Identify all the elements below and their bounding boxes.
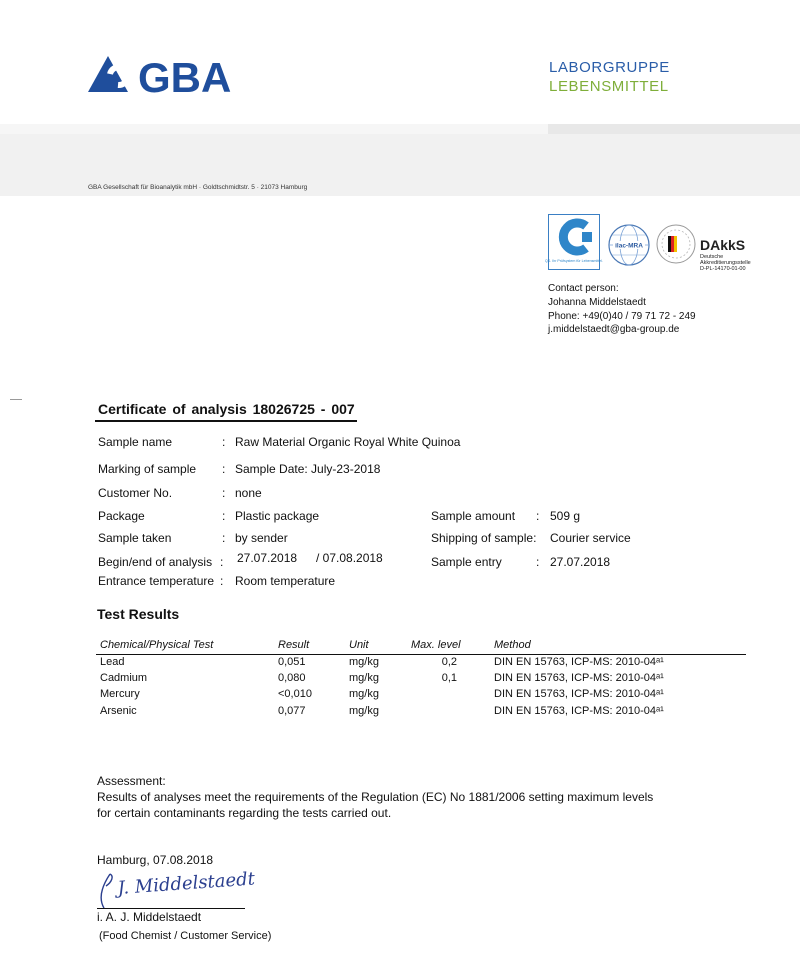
marking-value: Sample Date: July-23-2018 [235, 462, 381, 476]
table-cell-test: Mercury [100, 688, 140, 700]
analysis-end-value: / 07.08.2018 [316, 551, 383, 565]
fold-mark [10, 399, 22, 400]
shipping-label: Shipping of sample: [431, 531, 537, 545]
table-cell-result: <0,010 [278, 688, 312, 700]
table-header-rule [96, 654, 746, 655]
assessment-text-line1: Results of analyses meet the requirements of the Regulation (EC) No 1881/2006 setting maximum levels [97, 790, 654, 804]
colon: : [220, 574, 224, 588]
sample-entry-label: Sample entry [431, 555, 502, 569]
table-cell-method: DIN EN 15763, ICP-MS: 2010-04ᵃ¹ [494, 656, 664, 668]
contact-label: Contact person: [548, 283, 619, 294]
header-band-notch [0, 124, 548, 134]
qs-logo-text: QS. Ihr Prüfsystem für Lebensmittel. [545, 259, 603, 263]
colon: : [536, 509, 540, 523]
colon: : [222, 509, 226, 523]
sample-name-label: Sample name [98, 435, 173, 449]
colon: : [536, 555, 540, 569]
colon: : [222, 462, 226, 476]
col-header-max-level: Max. level [411, 639, 461, 651]
table-cell-result: 0,080 [278, 672, 306, 684]
colon: : [222, 486, 226, 500]
table-cell-max-level: 0,1 [441, 672, 457, 684]
col-header-result: Result [278, 639, 310, 651]
gba-logo [88, 52, 248, 101]
dakks-line3: D-PL-14170-01-00 [700, 266, 746, 272]
sample-amount-value: 509 g [550, 509, 581, 523]
table-cell-result: 0,077 [278, 705, 306, 717]
table-cell-test: Arsenic [100, 705, 137, 717]
sample-taken-label: Sample taken [98, 531, 172, 545]
col-header-unit: Unit [349, 639, 369, 651]
table-cell-test: Cadmium [100, 672, 148, 684]
lab-group-title: LABORGRUPPE [549, 59, 670, 76]
certificate-title: Certificate of analysis 18026725 - 007 [98, 401, 355, 417]
dakks-name: DAkkS [700, 237, 746, 253]
table-cell-method: DIN EN 15763, ICP-MS: 2010-04ᵃ¹ [494, 672, 664, 684]
customer-no-value: none [235, 486, 262, 500]
signature-script: J. Middelstaedt [116, 868, 256, 899]
dakks-logo [656, 224, 760, 276]
signature-line [97, 908, 245, 909]
colon: : [222, 435, 226, 449]
company-address: GBA Gesellschaft für Bioanalytik mbH · Goldtschmidtstr. 5 · 21073 Hamburg [88, 184, 308, 191]
entrance-temperature-value: Room temperature [235, 574, 336, 588]
sample-entry-value: 27.07.2018 [550, 555, 611, 569]
contact-phone: Phone: +49(0)40 / 79 71 72 - 249 [548, 311, 696, 322]
sample-name-value: Raw Material Organic Royal White Quinoa [235, 435, 461, 449]
gba-logo-text: GBA [138, 54, 232, 101]
assessment-text-line2: for certain contaminants regarding the tests carried out. [97, 806, 392, 820]
table-cell-test: Lead [100, 656, 125, 668]
package-value: Plastic package [235, 509, 320, 523]
qs-certification-logo [545, 214, 603, 270]
contact-name: Johanna Middelstaedt [548, 297, 646, 308]
signer-role: (Food Chemist / Customer Service) [99, 930, 272, 942]
ilac-mra-logo [608, 224, 650, 266]
table-cell-unit: mg/kg [349, 705, 379, 717]
table-cell-max-level: 0,2 [441, 656, 457, 668]
analysis-period-label: Begin/end of analysis [98, 555, 213, 569]
certificate-title-underline [95, 420, 357, 422]
analysis-begin-value: 27.07.2018 [237, 551, 298, 565]
table-cell-method: DIN EN 15763, ICP-MS: 2010-04ᵃ¹ [494, 688, 664, 700]
package-label: Package [98, 509, 145, 523]
colon: : [220, 555, 224, 569]
place-and-date: Hamburg, 07.08.2018 [97, 853, 214, 867]
sample-amount-label: Sample amount [431, 509, 516, 523]
dakks-line1: Deutsche [700, 254, 724, 260]
table-cell-unit: mg/kg [349, 688, 379, 700]
table-cell-unit: mg/kg [349, 672, 379, 684]
lab-group-subtitle: LEBENSMITTEL [549, 78, 669, 95]
dakks-line2: Akkreditierungsstelle [700, 260, 751, 266]
col-header-test: Chemical/Physical Test [100, 639, 214, 651]
colon: : [222, 531, 226, 545]
contact-email[interactable]: j.middelstaedt@gba-group.de [548, 324, 680, 335]
test-results-title: Test Results [97, 606, 180, 622]
entrance-temperature-label: Entrance temperature [98, 574, 215, 588]
handwritten-signature [92, 868, 256, 912]
table-cell-unit: mg/kg [349, 656, 379, 668]
marking-label: Marking of sample [98, 462, 197, 476]
col-header-method: Method [494, 639, 531, 651]
table-cell-method: DIN EN 15763, ICP-MS: 2010-04ᵃ¹ [494, 705, 664, 717]
customer-no-label: Customer No. [98, 486, 173, 500]
table-cell-result: 0,051 [278, 656, 306, 668]
sample-taken-value: by sender [235, 531, 288, 545]
signer-name: i. A. J. Middelstaedt [97, 910, 202, 924]
assessment-label: Assessment: [97, 774, 166, 788]
shipping-value: Courier service [550, 531, 631, 545]
ilac-logo-text: ilac-MRA [615, 242, 643, 250]
